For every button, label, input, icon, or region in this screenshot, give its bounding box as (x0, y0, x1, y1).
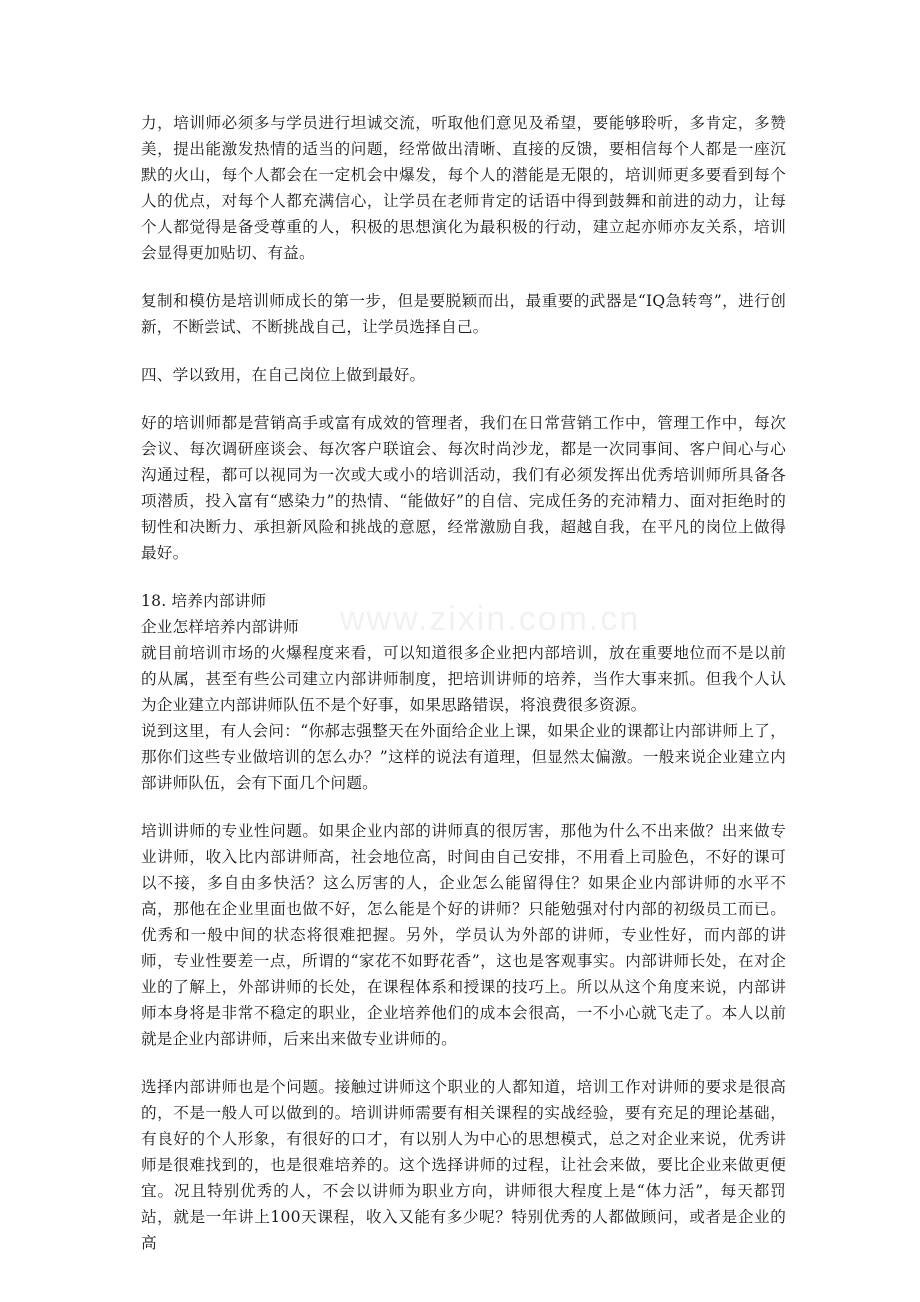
paragraph-question: 说到这里，有人会问：“你郝志强整天在外面给企业上课，如果企业的课都让内部讲师上了，那你们这些专业做培训的怎么办？”这样的说法有道理，但显然太偏激。一般来说企业建立内部讲师队伍，会有下面几个问题。 (141, 722, 786, 792)
paragraph-professionalism: 培训讲师的专业性问题。如果企业内部的讲师真的很厉害，那他为什么不出来做？出来做专业讲师，收入比内部讲师高，社会地位高，时间由自己安排，不用看上司脸色，不好的课可以不接，多自由多快活？这么厉害的人，企业怎么能留得住？如果企业内部讲师的水平不高，那他在企业里面也做不好，怎么能是个好的讲师？只能勉强对付内部的初级员工而已。优秀和一般中间的状态将很难把握。另外，学员认为外部的讲师，专业性好，而内部的讲师，专业性要差一点，所谓的“家花不如野花香”，这也是客观事实。内部讲师长处，在对企业的了解上，外部讲师的长处，在课程体系和授课的技巧上。所以从这个角度来说，内部讲师本身将是非常不稳定的职业，企业培养他们的成本会很高，一不小心就飞走了。本人以前就是企业内部讲师，后来出来做专业讲师的。 (141, 822, 786, 1048)
section-subheading: 企业怎样培养内部讲师 (141, 618, 299, 636)
paragraph-training-market: 就目前培训市场的火爆程度来看，可以知道很多企业把内部培训，放在重要地位而不是以前的从属，甚至有些公司建立内部讲师制度，把培训讲师的培养，当作大事来抓。但我个人认为企业建立内部讲师队伍不是个好事，如果思路错误，将浪费很多资源。 (141, 644, 786, 714)
watermark: www.zixin.com.cn (340, 600, 641, 638)
paragraph-good-trainers: 好的培训师都是营销高手或富有成效的管理者，我们在日常营销工作中，管理工作中，每次会议、每次调研座谈会、每次客户联谊会、每次时尚沙龙，都是一次同事间、客户间心与心沟通过程，都可以视同为一次或大或小的培训活动，我们有必须发挥出优秀培训师所具备各项潜质，投入富有“感染力”的热情、“能做好”的自信、完成任务的充沛精力、面对拒绝时的韧性和决断力、承担新风险和挑战的意愿，经常激励自我，超越自我，在平凡的岗位上做得最好。 (141, 414, 786, 562)
section-heading-apply-learning: 四、学以致用，在自己岗位上做到最好。 (141, 366, 426, 384)
paragraph-imitation: 复制和模仿是培训师成长的第一步，但是要脱颖而出，最重要的武器是“IQ急转弯”，进行创新，不断尝试、不断挑战自己，让学员选择自己。 (141, 292, 786, 336)
document-body (141, 110, 786, 1256)
paragraph-trainer-communication: 力，培训师必须多与学员进行坦诚交流，听取他们意见及希望，要能够聆听，多肯定，多赞美，提出能激发热情的适当的问题，经常做出清晰、直接的反馈，要相信每个人都是一座沉默的火山，每个人都会在一定机会中爆发，每个人的潜能是无限的，培训师更多要看到每个人的优点，对每个人都充满信心，让学员在老师肯定的话语中得到鼓舞和前进的动力，让每个人都觉得是备受尊重的人，积极的思想演化为最积极的行动，建立起亦师亦友关系，培训会显得更加贴切、有益。 (141, 114, 786, 262)
section-heading-18: 18. 培养内部讲师 (141, 592, 267, 610)
paragraph-selection: 选择内部讲师也是个问题。接触过讲师这个职业的人都知道，培训工作对讲师的要求是很高的，不是一般人可以做到的。培训讲师需要有相关课程的实战经验，要有充足的理论基础，有良好的个人形象，有很好的口才，有以别人为中心的思想模式，总之对企业来说，优秀讲师是很难找到的，也是很难培养的。这个选择讲师的过程，让社会来做，要比企业来做更便宜。况且特别优秀的人，不会以讲师为职业方向，讲师很大程度上是“体力活”，每天都罚站，就是一年讲上100天课程，收入又能有多少呢？特别优秀的人都做顾问，或者是企业的高 (141, 1078, 786, 1252)
